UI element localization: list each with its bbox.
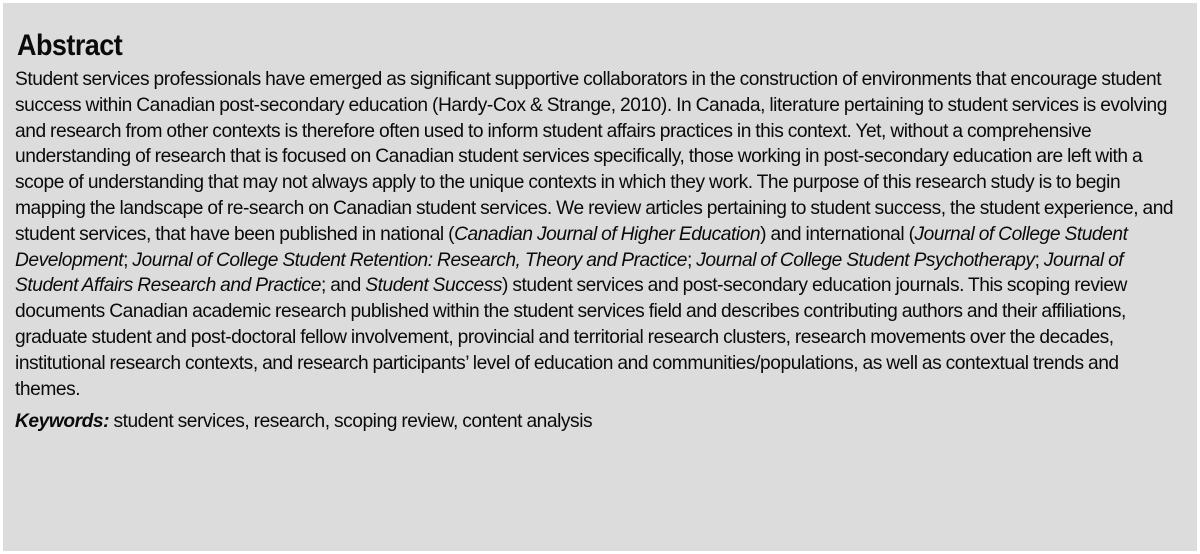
journal-title-college-student-retention: Journal of College Student Retention: Research, Theory and Practice [132, 249, 687, 271]
journal-title-student-success: Student Success [365, 275, 502, 297]
abstract-text-segment: ) student services and post-secondary education journals. This scoping review documents Canadian academic research published within the student services field and describes contributing authors and their affiliations, graduate student and post-doctoral fellow involvement, provincial and territorial research clusters, research movements over the decades, institutional research contexts, and research participants’ level of education and communities/populations, as well as contextual trends and themes. [15, 275, 1127, 400]
keywords-list: student services, research, scoping review, content analysis [113, 411, 593, 433]
journal-title-canadian-journal-of-higher-education: Canadian Journal of Higher Education [454, 223, 761, 245]
abstract-text-segment: ; [123, 249, 133, 271]
abstract-text-segment: Student services professionals have emerged as significant supportive collaborators in the construction of environments that encourage student success within Canadian post-secondary education (Hardy-Cox & Strange, 2010). In Canada, literature pertaining to student services is evolving and research from other contexts is therefore often used to inform student affairs practices in this context. Yet, without a comprehensive understanding of research that is focused on Canadian student services specifically, those working in post-secondary education are left with a scope of understanding that may not always apply to the unique contexts in which they work. The purpose of this research study is to begin mapping the landscape of re-search on Canadian student services. We review articles pertaining to student success, the student experience, and student services, that have been published in national ( [15, 69, 1174, 245]
abstract-heading: Abstract [17, 29, 123, 62]
abstract-text-segment: ; [1034, 249, 1044, 271]
keywords-line [15, 409, 1187, 435]
abstract-panel [3, 3, 1197, 551]
keywords-label: Keywords: [15, 411, 110, 433]
journal-title-student-affairs-research-and-practice: Journal of Student Affairs Research and Practice [15, 249, 1124, 297]
journal-title-college-student-psychotherapy: Journal of College Student Psychotherapy [696, 249, 1035, 271]
abstract-text-segment: ; and [320, 275, 366, 297]
abstract-text-segment: ; [686, 249, 697, 271]
abstract-body [15, 67, 1187, 402]
journal-title-college-student-development: Journal of College Student Development [15, 223, 1128, 271]
abstract-text-segment: ) and international ( [760, 223, 915, 245]
